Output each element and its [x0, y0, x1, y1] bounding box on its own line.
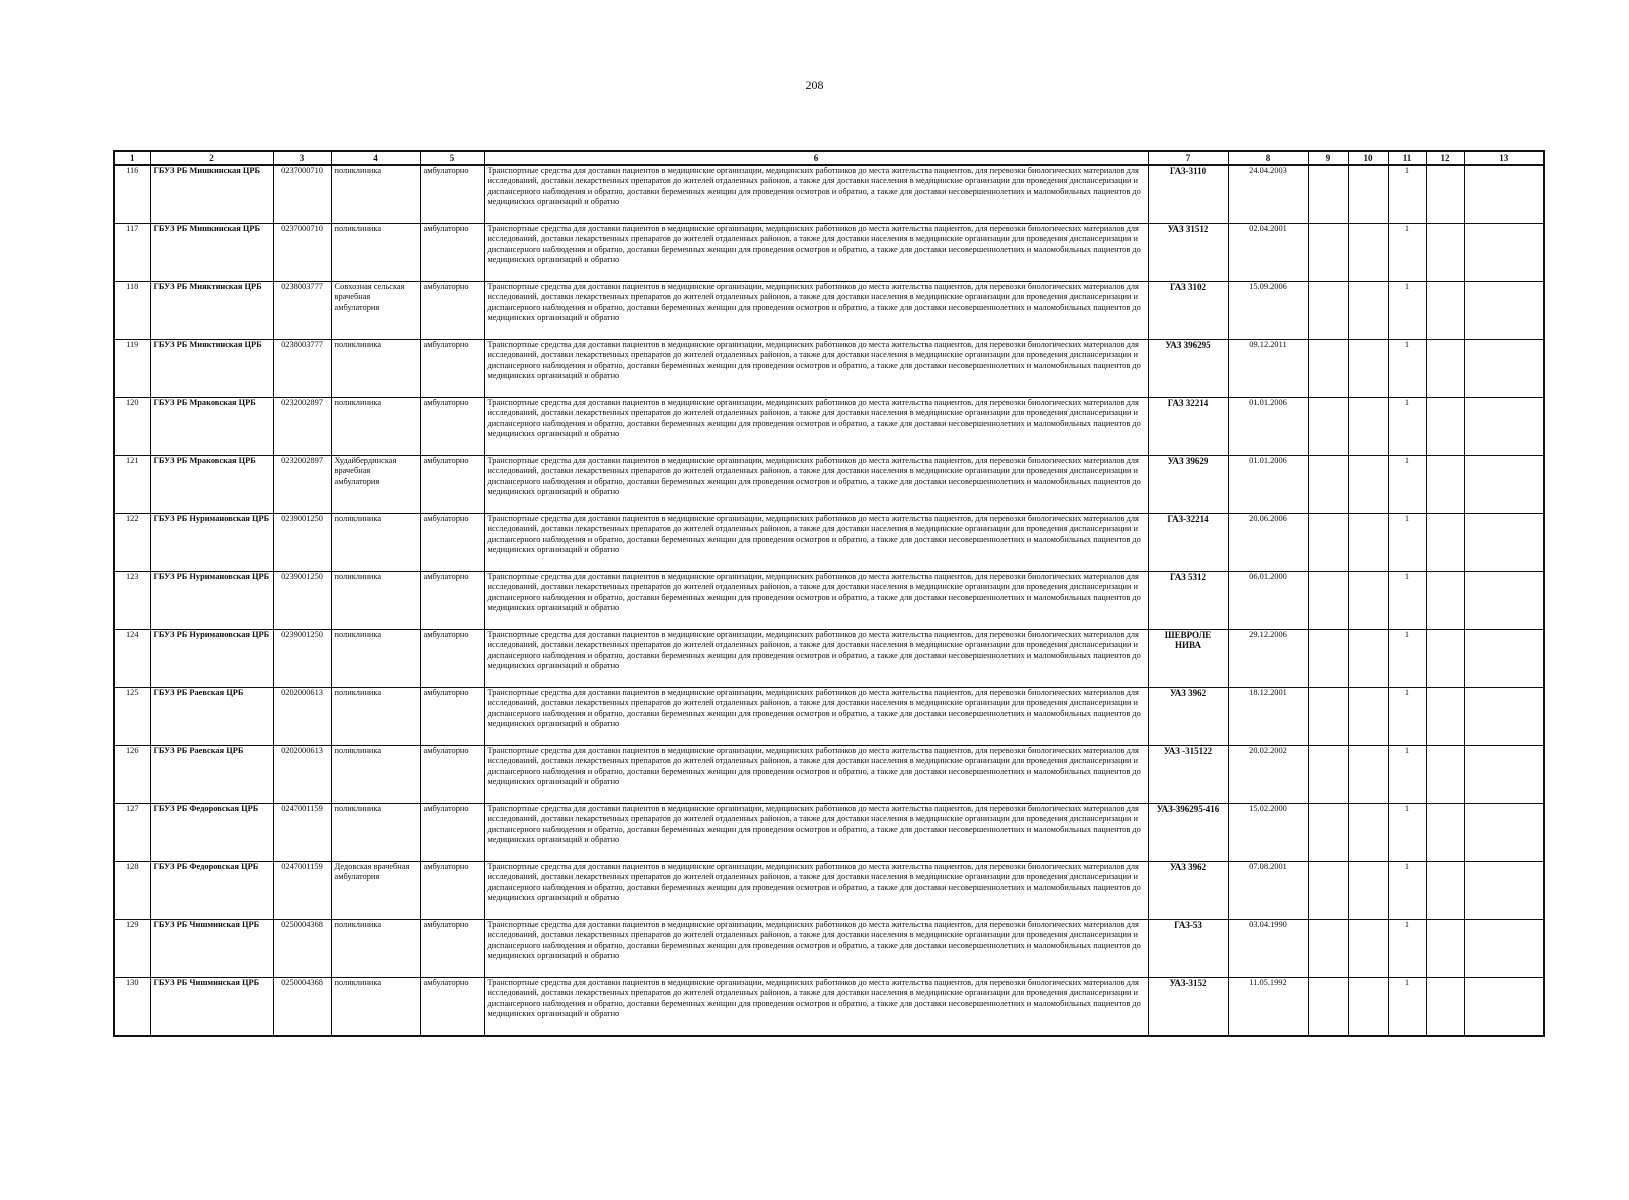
- column-10-cell: [1348, 688, 1388, 746]
- registration-date-cell: 01.01.2006: [1228, 456, 1308, 514]
- registration-date-cell: 09.12.2011: [1228, 340, 1308, 398]
- care-type-cell: амбулаторно: [420, 630, 484, 688]
- purpose-cell: Транспортные средства для доставки пациентов в медицинские организации, медицинских работников до места жительства пациентов, для перевозки биологических материалов для исследований, доставки лекарственных препаратов до жителей отдаленных районов, а также для доставки населения в медицинские организации для проведения диспансеризации и диспансерного наблюдения и обратно, доставки беременных женщин для проведения осмотров и обратно, а также для доставки несовершеннолетних и маломобильных пациентов до медицинских организаций и обратно: [484, 282, 1148, 340]
- column-13-cell: [1464, 456, 1544, 514]
- organization-cell: ГБУЗ РБ Мияктинская ЦРБ: [150, 340, 273, 398]
- table-row: [114, 630, 1544, 688]
- column-13-cell: [1464, 804, 1544, 862]
- registration-date-cell: 06.01.2000: [1228, 572, 1308, 630]
- column-12-cell: [1426, 978, 1464, 1037]
- organization-cell: ГБУЗ РБ Нуримановская ЦРБ: [150, 572, 273, 630]
- registration-date-cell: 20.06.2006: [1228, 514, 1308, 572]
- column-11-cell: 1: [1388, 340, 1426, 398]
- vehicle-model-cell: УАЗ 396295: [1148, 340, 1228, 398]
- org-code-cell: 0247001159: [273, 862, 331, 920]
- purpose-cell: Транспортные средства для доставки пациентов в медицинские организации, медицинских работников до места жительства пациентов, для перевозки биологических материалов для исследований, доставки лекарственных препаратов до жителей отдаленных районов, а также для доставки населения в медицинские организации для проведения диспансеризации и диспансерного наблюдения и обратно, доставки беременных женщин для проведения осмотров и обратно, а также для доставки несовершеннолетних и маломобильных пациентов до медицинских организаций и обратно: [484, 630, 1148, 688]
- registration-date-cell: 15.02.2000: [1228, 804, 1308, 862]
- column-12-cell: [1426, 688, 1464, 746]
- column-12-cell: [1426, 572, 1464, 630]
- org-code-cell: 0250004368: [273, 920, 331, 978]
- column-9-cell: [1308, 804, 1348, 862]
- organization-cell: ГБУЗ РБ Мияктинская ЦРБ: [150, 282, 273, 340]
- vehicle-model-cell: УАЗ-396295-416: [1148, 804, 1228, 862]
- care-type-cell: амбулаторно: [420, 746, 484, 804]
- organization-cell: ГБУЗ РБ Мишкинская ЦРБ: [150, 224, 273, 282]
- table-row: [114, 862, 1544, 920]
- organization-cell: ГБУЗ РБ Чишминская ЦРБ: [150, 920, 273, 978]
- column-9-cell: [1308, 282, 1348, 340]
- column-10-cell: [1348, 920, 1388, 978]
- column-12-cell: [1426, 746, 1464, 804]
- care-type-cell: амбулаторно: [420, 456, 484, 514]
- unit-cell: поликлиника: [331, 340, 420, 398]
- vehicle-model-cell: УАЗ 39629: [1148, 456, 1228, 514]
- column-12-cell: [1426, 282, 1464, 340]
- column-header: 10: [1348, 151, 1388, 165]
- column-header: 1: [114, 151, 150, 165]
- purpose-cell: Транспортные средства для доставки пациентов в медицинские организации, медицинских работников до места жительства пациентов, для перевозки биологических материалов для исследований, доставки лекарственных препаратов до жителей отдаленных районов, а также для доставки населения в медицинские организации для проведения диспансеризации и диспансерного наблюдения и обратно, доставки беременных женщин для проведения осмотров и обратно, а также для доставки несовершеннолетних и маломобильных пациентов до медицинских организаций и обратно: [484, 340, 1148, 398]
- column-header: 5: [420, 151, 484, 165]
- care-type-cell: амбулаторно: [420, 282, 484, 340]
- care-type-cell: амбулаторно: [420, 688, 484, 746]
- column-header: 3: [273, 151, 331, 165]
- table-row: [114, 978, 1544, 1037]
- column-header: 6: [484, 151, 1148, 165]
- unit-cell: поликлиника: [331, 630, 420, 688]
- unit-cell: поликлиника: [331, 224, 420, 282]
- column-11-cell: 1: [1388, 920, 1426, 978]
- purpose-cell: Транспортные средства для доставки пациентов в медицинские организации, медицинских работников до места жительства пациентов, для перевозки биологических материалов для исследований, доставки лекарственных препаратов до жителей отдаленных районов, а также для доставки населения в медицинские организации для проведения диспансеризации и диспансерного наблюдения и обратно, доставки беременных женщин для проведения осмотров и обратно, а также для доставки несовершеннолетних и маломобильных пациентов до медицинских организаций и обратно: [484, 572, 1148, 630]
- org-code-cell: 0239001250: [273, 630, 331, 688]
- column-13-cell: [1464, 572, 1544, 630]
- vehicle-model-cell: УАЗ 3962: [1148, 688, 1228, 746]
- unit-cell: Худайбердинская врачебная амбулатория: [331, 456, 420, 514]
- unit-cell: поликлиника: [331, 746, 420, 804]
- row-number-cell: 126: [114, 746, 150, 804]
- org-code-cell: 0238003777: [273, 282, 331, 340]
- column-12-cell: [1426, 514, 1464, 572]
- column-9-cell: [1308, 630, 1348, 688]
- care-type-cell: амбулаторно: [420, 165, 484, 224]
- column-header: 9: [1308, 151, 1348, 165]
- purpose-cell: Транспортные средства для доставки пациентов в медицинские организации, медицинских работников до места жительства пациентов, для перевозки биологических материалов для исследований, доставки лекарственных препаратов до жителей отдаленных районов, а также для доставки населения в медицинские организации для проведения диспансеризации и диспансерного наблюдения и обратно, доставки беременных женщин для проведения осмотров и обратно, а также для доставки несовершеннолетних и маломобильных пациентов до медицинских организаций и обратно: [484, 688, 1148, 746]
- column-13-cell: [1464, 746, 1544, 804]
- purpose-cell: Транспортные средства для доставки пациентов в медицинские организации, медицинских работников до места жительства пациентов, для перевозки биологических материалов для исследований, доставки лекарственных препаратов до жителей отдаленных районов, а также для доставки населения в медицинские организации для проведения диспансеризации и диспансерного наблюдения и обратно, доставки беременных женщин для проведения осмотров и обратно, а также для доставки несовершеннолетних и маломобильных пациентов до медицинских организаций и обратно: [484, 456, 1148, 514]
- organization-cell: ГБУЗ РБ Нуримановская ЦРБ: [150, 630, 273, 688]
- column-13-cell: [1464, 688, 1544, 746]
- table-row: [114, 340, 1544, 398]
- org-code-cell: 0238003777: [273, 340, 331, 398]
- column-13-cell: [1464, 282, 1544, 340]
- column-11-cell: 1: [1388, 398, 1426, 456]
- care-type-cell: амбулаторно: [420, 862, 484, 920]
- row-number-cell: 130: [114, 978, 150, 1037]
- column-9-cell: [1308, 456, 1348, 514]
- column-13-cell: [1464, 920, 1544, 978]
- column-11-cell: 1: [1388, 630, 1426, 688]
- organization-cell: ГБУЗ РБ Федоровская ЦРБ: [150, 804, 273, 862]
- purpose-cell: Транспортные средства для доставки пациентов в медицинские организации, медицинских работников до места жительства пациентов, для перевозки биологических материалов для исследований, доставки лекарственных препаратов до жителей отдаленных районов, а также для доставки населения в медицинские организации для проведения диспансеризации и диспансерного наблюдения и обратно, доставки беременных женщин для проведения осмотров и обратно, а также для доставки несовершеннолетних и маломобильных пациентов до медицинских организаций и обратно: [484, 862, 1148, 920]
- unit-cell: поликлиника: [331, 804, 420, 862]
- care-type-cell: амбулаторно: [420, 514, 484, 572]
- column-header: 8: [1228, 151, 1308, 165]
- registration-date-cell: 18.12.2001: [1228, 688, 1308, 746]
- care-type-cell: амбулаторно: [420, 920, 484, 978]
- org-code-cell: 0250004368: [273, 978, 331, 1037]
- vehicle-model-cell: ГАЗ 5312: [1148, 572, 1228, 630]
- table-body: [114, 165, 1544, 1036]
- organization-cell: ГБУЗ РБ Мраковская ЦРБ: [150, 456, 273, 514]
- column-12-cell: [1426, 804, 1464, 862]
- row-number-cell: 120: [114, 398, 150, 456]
- column-12-cell: [1426, 862, 1464, 920]
- registration-date-cell: 11.05.1992: [1228, 978, 1308, 1037]
- unit-cell: поликлиника: [331, 978, 420, 1037]
- table-row: [114, 398, 1544, 456]
- column-9-cell: [1308, 398, 1348, 456]
- column-9-cell: [1308, 862, 1348, 920]
- purpose-cell: Транспортные средства для доставки пациентов в медицинские организации, медицинских работников до места жительства пациентов, для перевозки биологических материалов для исследований, доставки лекарственных препаратов до жителей отдаленных районов, а также для доставки населения в медицинские организации для проведения диспансеризации и диспансерного наблюдения и обратно, доставки беременных женщин для проведения осмотров и обратно, а также для доставки несовершеннолетних и маломобильных пациентов до медицинских организаций и обратно: [484, 978, 1148, 1037]
- page-number: 208: [805, 78, 824, 92]
- column-10-cell: [1348, 165, 1388, 224]
- vehicle-model-cell: ГАЗ-3110: [1148, 165, 1228, 224]
- purpose-cell: Транспортные средства для доставки пациентов в медицинские организации, медицинских работников до места жительства пациентов, для перевозки биологических материалов для исследований, доставки лекарственных препаратов до жителей отдаленных районов, а также для доставки населения в медицинские организации для проведения диспансеризации и диспансерного наблюдения и обратно, доставки беременных женщин для проведения осмотров и обратно, а также для доставки несовершеннолетних и маломобильных пациентов до медицинских организаций и обратно: [484, 804, 1148, 862]
- organization-cell: ГБУЗ РБ Раевская ЦРБ: [150, 688, 273, 746]
- column-13-cell: [1464, 224, 1544, 282]
- organization-cell: ГБУЗ РБ Раевская ЦРБ: [150, 746, 273, 804]
- care-type-cell: амбулаторно: [420, 978, 484, 1037]
- care-type-cell: амбулаторно: [420, 398, 484, 456]
- table-row: [114, 514, 1544, 572]
- organization-cell: ГБУЗ РБ Мраковская ЦРБ: [150, 398, 273, 456]
- vehicle-model-cell: ГАЗ-53: [1148, 920, 1228, 978]
- table-row: [114, 804, 1544, 862]
- row-number-cell: 117: [114, 224, 150, 282]
- care-type-cell: амбулаторно: [420, 572, 484, 630]
- column-11-cell: 1: [1388, 688, 1426, 746]
- column-number-row: [114, 151, 1544, 165]
- row-number-cell: 122: [114, 514, 150, 572]
- column-12-cell: [1426, 630, 1464, 688]
- row-number-cell: 121: [114, 456, 150, 514]
- column-11-cell: 1: [1388, 456, 1426, 514]
- purpose-cell: Транспортные средства для доставки пациентов в медицинские организации, медицинских работников до места жительства пациентов, для перевозки биологических материалов для исследований, доставки лекарственных препаратов до жителей отдаленных районов, а также для доставки населения в медицинские организации для проведения диспансеризации и диспансерного наблюдения и обратно, доставки беременных женщин для проведения осмотров и обратно, а также для доставки несовершеннолетних и маломобильных пациентов до медицинских организаций и обратно: [484, 746, 1148, 804]
- column-12-cell: [1426, 920, 1464, 978]
- column-13-cell: [1464, 340, 1544, 398]
- org-code-cell: 0239001250: [273, 514, 331, 572]
- row-number-cell: 119: [114, 340, 150, 398]
- row-number-cell: 116: [114, 165, 150, 224]
- column-9-cell: [1308, 514, 1348, 572]
- column-10-cell: [1348, 282, 1388, 340]
- column-11-cell: 1: [1388, 978, 1426, 1037]
- column-13-cell: [1464, 978, 1544, 1037]
- purpose-cell: Транспортные средства для доставки пациентов в медицинские организации, медицинских работников до места жительства пациентов, для перевозки биологических материалов для исследований, доставки лекарственных препаратов до жителей отдаленных районов, а также для доставки населения в медицинские организации для проведения диспансеризации и диспансерного наблюдения и обратно, доставки беременных женщин для проведения осмотров и обратно, а также для доставки несовершеннолетних и маломобильных пациентов до медицинских организаций и обратно: [484, 920, 1148, 978]
- vehicle-model-cell: ГАЗ 3102: [1148, 282, 1228, 340]
- registration-date-cell: 24.04.2003: [1228, 165, 1308, 224]
- column-12-cell: [1426, 340, 1464, 398]
- vehicle-model-cell: УАЗ 3962: [1148, 862, 1228, 920]
- column-12-cell: [1426, 224, 1464, 282]
- registration-date-cell: 20.02.2002: [1228, 746, 1308, 804]
- column-header: 11: [1388, 151, 1426, 165]
- org-code-cell: 0237000710: [273, 224, 331, 282]
- column-10-cell: [1348, 456, 1388, 514]
- column-header: 13: [1464, 151, 1544, 165]
- row-number-cell: 125: [114, 688, 150, 746]
- column-9-cell: [1308, 746, 1348, 804]
- column-9-cell: [1308, 165, 1348, 224]
- registration-date-cell: 15.09.2006: [1228, 282, 1308, 340]
- table-row: [114, 224, 1544, 282]
- vehicle-model-cell: УАЗ 31512: [1148, 224, 1228, 282]
- column-11-cell: 1: [1388, 282, 1426, 340]
- table-row: [114, 688, 1544, 746]
- unit-cell: Совхозная сельская врачебная амбулатория: [331, 282, 420, 340]
- row-number-cell: 123: [114, 572, 150, 630]
- org-code-cell: 0239001250: [273, 572, 331, 630]
- org-code-cell: 0232002897: [273, 398, 331, 456]
- purpose-cell: Транспортные средства для доставки пациентов в медицинские организации, медицинских работников до места жительства пациентов, для перевозки биологических материалов для исследований, доставки лекарственных препаратов до жителей отдаленных районов, а также для доставки населения в медицинские организации для проведения диспансеризации и диспансерного наблюдения и обратно, доставки беременных женщин для проведения осмотров и обратно, а также для доставки несовершеннолетних и маломобильных пациентов до медицинских организаций и обратно: [484, 514, 1148, 572]
- vehicle-model-cell: УАЗ-3152: [1148, 978, 1228, 1037]
- unit-cell: поликлиника: [331, 572, 420, 630]
- table-row: [114, 572, 1544, 630]
- column-13-cell: [1464, 398, 1544, 456]
- column-10-cell: [1348, 630, 1388, 688]
- column-12-cell: [1426, 456, 1464, 514]
- column-header: 12: [1426, 151, 1464, 165]
- vehicle-model-cell: ШЕВРОЛЕ НИВА: [1148, 630, 1228, 688]
- row-number-cell: 124: [114, 630, 150, 688]
- organization-cell: ГБУЗ РБ Федоровская ЦРБ: [150, 862, 273, 920]
- column-9-cell: [1308, 224, 1348, 282]
- purpose-cell: Транспортные средства для доставки пациентов в медицинские организации, медицинских работников до места жительства пациентов, для перевозки биологических материалов для исследований, доставки лекарственных препаратов до жителей отдаленных районов, а также для доставки населения в медицинские организации для проведения диспансеризации и диспансерного наблюдения и обратно, доставки беременных женщин для проведения осмотров и обратно, а также для доставки несовершеннолетних и маломобильных пациентов до медицинских организаций и обратно: [484, 165, 1148, 224]
- care-type-cell: амбулаторно: [420, 804, 484, 862]
- unit-cell: Дедовская врачебная амбулатория: [331, 862, 420, 920]
- column-12-cell: [1426, 165, 1464, 224]
- care-type-cell: амбулаторно: [420, 340, 484, 398]
- vehicle-model-cell: ГАЗ 32214: [1148, 398, 1228, 456]
- column-10-cell: [1348, 746, 1388, 804]
- table-row: [114, 165, 1544, 224]
- column-13-cell: [1464, 165, 1544, 224]
- column-header: 7: [1148, 151, 1228, 165]
- column-9-cell: [1308, 920, 1348, 978]
- row-number-cell: 127: [114, 804, 150, 862]
- row-number-cell: 129: [114, 920, 150, 978]
- column-10-cell: [1348, 514, 1388, 572]
- unit-cell: поликлиника: [331, 688, 420, 746]
- table-row: [114, 282, 1544, 340]
- org-code-cell: 0232002897: [273, 456, 331, 514]
- column-11-cell: 1: [1388, 165, 1426, 224]
- registration-date-cell: 29.12.2006: [1228, 630, 1308, 688]
- column-9-cell: [1308, 978, 1348, 1037]
- unit-cell: поликлиника: [331, 398, 420, 456]
- column-11-cell: 1: [1388, 572, 1426, 630]
- purpose-cell: Транспортные средства для доставки пациентов в медицинские организации, медицинских работников до места жительства пациентов, для перевозки биологических материалов для исследований, доставки лекарственных препаратов до жителей отдаленных районов, а также для доставки населения в медицинские организации для проведения диспансеризации и диспансерного наблюдения и обратно, доставки беременных женщин для проведения осмотров и обратно, а также для доставки несовершеннолетних и маломобильных пациентов до медицинских организаций и обратно: [484, 398, 1148, 456]
- table-row: [114, 746, 1544, 804]
- column-13-cell: [1464, 630, 1544, 688]
- registration-date-cell: 07.08.2001: [1228, 862, 1308, 920]
- unit-cell: поликлиника: [331, 514, 420, 572]
- organization-cell: ГБУЗ РБ Нуримановская ЦРБ: [150, 514, 273, 572]
- purpose-cell: Транспортные средства для доставки пациентов в медицинские организации, медицинских работников до места жительства пациентов, для перевозки биологических материалов для исследований, доставки лекарственных препаратов до жителей отдаленных районов, а также для доставки населения в медицинские организации для проведения диспансеризации и диспансерного наблюдения и обратно, доставки беременных женщин для проведения осмотров и обратно, а также для доставки несовершеннолетних и маломобильных пациентов до медицинских организаций и обратно: [484, 224, 1148, 282]
- registration-date-cell: 03.04.1990: [1228, 920, 1308, 978]
- column-header: 4: [331, 151, 420, 165]
- vehicle-model-cell: ГАЗ-32214: [1148, 514, 1228, 572]
- unit-cell: поликлиника: [331, 165, 420, 224]
- column-10-cell: [1348, 398, 1388, 456]
- column-12-cell: [1426, 398, 1464, 456]
- org-code-cell: 0202000613: [273, 688, 331, 746]
- column-13-cell: [1464, 862, 1544, 920]
- column-header: 2: [150, 151, 273, 165]
- column-9-cell: [1308, 340, 1348, 398]
- registration-date-cell: 02.04.2001: [1228, 224, 1308, 282]
- column-10-cell: [1348, 862, 1388, 920]
- care-type-cell: амбулаторно: [420, 224, 484, 282]
- column-10-cell: [1348, 978, 1388, 1037]
- registration-date-cell: 01.01.2006: [1228, 398, 1308, 456]
- table-row: [114, 920, 1544, 978]
- table-row: [114, 456, 1544, 514]
- vehicle-model-cell: УАЗ -315122: [1148, 746, 1228, 804]
- row-number-cell: 128: [114, 862, 150, 920]
- unit-cell: поликлиника: [331, 920, 420, 978]
- org-code-cell: 0247001159: [273, 804, 331, 862]
- column-11-cell: 1: [1388, 862, 1426, 920]
- organization-cell: ГБУЗ РБ Чишминская ЦРБ: [150, 978, 273, 1037]
- column-10-cell: [1348, 340, 1388, 398]
- column-11-cell: 1: [1388, 514, 1426, 572]
- column-10-cell: [1348, 804, 1388, 862]
- column-11-cell: 1: [1388, 746, 1426, 804]
- row-number-cell: 118: [114, 282, 150, 340]
- column-11-cell: 1: [1388, 224, 1426, 282]
- organization-cell: ГБУЗ РБ Мишкинская ЦРБ: [150, 165, 273, 224]
- vehicle-registry-table: [113, 150, 1545, 1037]
- org-code-cell: 0237000710: [273, 165, 331, 224]
- column-9-cell: [1308, 688, 1348, 746]
- org-code-cell: 0202000613: [273, 746, 331, 804]
- column-10-cell: [1348, 224, 1388, 282]
- column-11-cell: 1: [1388, 804, 1426, 862]
- column-10-cell: [1348, 572, 1388, 630]
- column-9-cell: [1308, 572, 1348, 630]
- column-13-cell: [1464, 514, 1544, 572]
